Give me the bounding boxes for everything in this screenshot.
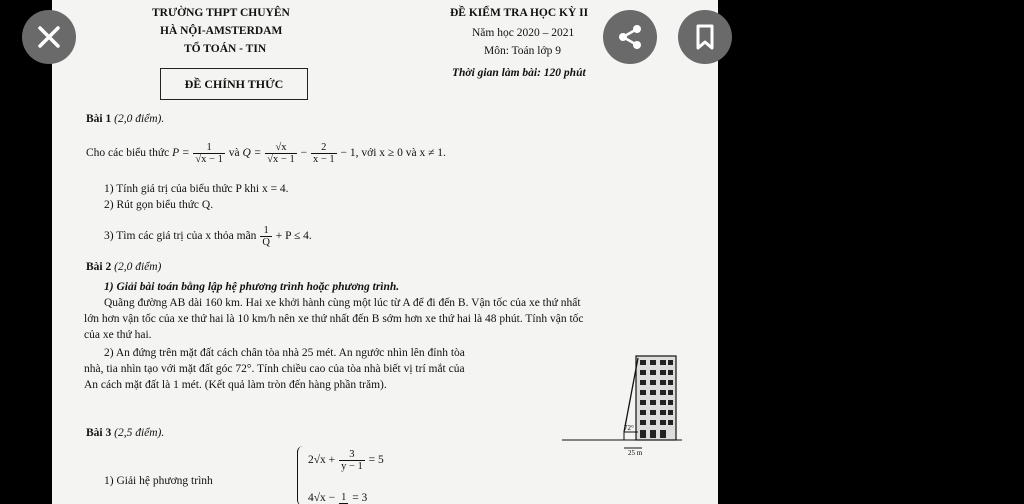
q3-fraction <box>260 225 272 248</box>
bai1-question-3 <box>104 222 312 250</box>
official-label-box <box>160 68 308 100</box>
angle-label: 72° <box>624 424 634 432</box>
p-denominator: √x − 1 <box>195 153 223 165</box>
condition: với x ≥ 0 và x ≠ 1. <box>361 147 446 159</box>
bai2-points: (2,0 điểm) <box>114 261 162 273</box>
official-label: ĐỀ CHÍNH THỨC <box>184 77 284 91</box>
bai1-q3-tail: + P ≤ 4. <box>275 230 312 242</box>
q3-numerator: 1 <box>260 225 272 237</box>
school-name-line2: HÀ NỘI-AMSTERDAM <box>160 25 283 37</box>
eq1-right: = 5 <box>368 454 384 466</box>
system-equation-1 <box>308 446 384 474</box>
eq2-fraction <box>339 492 348 504</box>
p-numerator: 1 <box>193 142 224 154</box>
bai1-points: (2,0 điểm). <box>114 113 165 125</box>
bai2-heading <box>86 260 161 274</box>
q-numerator-1: √x <box>265 142 296 154</box>
close-icon <box>35 23 63 51</box>
bai2-part2-line1: 2) An đứng trên mặt đất cách chân tòa nhà 25 mét. An ngước nhìn lên đỉnh tòa <box>104 347 465 359</box>
bai1-expression-line <box>86 136 446 170</box>
bai2-title: Bài 2 <box>86 261 112 273</box>
system-equation-2 <box>308 486 367 504</box>
bai2-part1-line2: lớn hơn vận tốc của xe thứ hai là 10 km/h nên xe thứ nhất đến B sớm hơn xe thứ hai là 48 phút. Tính vận tốc <box>84 313 584 325</box>
bai1-question-1: 1) Tính giá trị của biểu thức P khi x = 4. <box>104 183 289 195</box>
distance-label: 25 m <box>628 449 643 456</box>
department: TỔ TOÁN - TIN <box>184 43 267 55</box>
school-name-line1: TRƯỜNG THPT CHUYÊN <box>152 7 290 19</box>
bai2-part2-line3: An cách mặt đất là 1 mét. (Kết quả làm tròn đến hàng phần trăm). <box>84 379 387 391</box>
bai1-intro: Cho các biểu thức <box>86 147 170 159</box>
bai1-q3-text: 3) Tìm các giá trị của x thỏa mãn <box>104 230 257 242</box>
q-denominator-1: √x − 1 <box>267 153 295 165</box>
school-year: Năm học 2020 – 2021 <box>472 27 575 39</box>
bai3-heading <box>86 426 164 440</box>
share-icon <box>616 23 644 51</box>
eq1-denominator: y − 1 <box>341 460 363 472</box>
bai3-title: Bài 3 <box>86 427 112 439</box>
eq1-numerator: 3 <box>339 449 365 461</box>
bai3-points: (2,5 điểm). <box>114 427 165 439</box>
p-lhs: P = <box>172 147 190 159</box>
system-brace <box>297 446 308 504</box>
building <box>636 356 676 440</box>
bai1-question-2: 2) Rút gọn biểu thức Q. <box>104 199 214 211</box>
eq2-right: = 3 <box>352 492 368 504</box>
q-tail: − 1, <box>340 147 359 159</box>
bai1-heading <box>86 112 164 126</box>
bai1-title: Bài 1 <box>86 113 112 125</box>
bai2-part1-line3: của xe thứ hai. <box>84 329 152 341</box>
eq2-left: 4√x − <box>308 492 336 504</box>
q-numerator-2: 2 <box>311 142 337 154</box>
bookmark-button[interactable] <box>678 10 732 64</box>
p-fraction <box>193 142 224 165</box>
q-denominator-2: x − 1 <box>312 153 335 165</box>
q3-denominator: Q <box>262 236 270 248</box>
duration: Thời gian làm bài: 120 phút <box>452 67 586 79</box>
eq2-numerator: 1 <box>341 492 347 504</box>
eq1-fraction <box>339 449 365 472</box>
share-button[interactable] <box>603 10 657 64</box>
bookmark-icon <box>691 23 719 51</box>
subject: Môn: Toán lớp 9 <box>484 45 561 57</box>
building-figure <box>562 352 682 456</box>
bai3-question-1: 1) Giải hệ phương trình <box>104 475 213 487</box>
bai2-part1-title: 1) Giải bài toán bằng lập hệ phương trình hoặc phương trình. <box>104 281 400 293</box>
exam-title: ĐỀ KIỂM TRA HỌC KỲ II <box>450 7 589 19</box>
eq1-left: 2√x + <box>308 454 336 466</box>
bai2-part2-line2: nhà, tia nhìn tạo với mặt đất góc 72°. Tính chiều cao của tòa nhà biết vị trí mắt của <box>84 363 465 375</box>
q-fraction-2 <box>311 142 337 165</box>
q-fraction-1 <box>265 142 296 165</box>
exam-page <box>52 0 718 504</box>
close-button[interactable] <box>22 10 76 64</box>
and-word: và <box>228 147 240 159</box>
q-lhs: Q = <box>242 147 262 159</box>
bai2-part1-line1: Quãng đường AB dài 160 km. Hai xe khởi hành cùng một lúc từ A để đi đến B. Vận tốc của xe thứ nhất <box>104 297 581 309</box>
q-minus: − <box>300 147 308 159</box>
